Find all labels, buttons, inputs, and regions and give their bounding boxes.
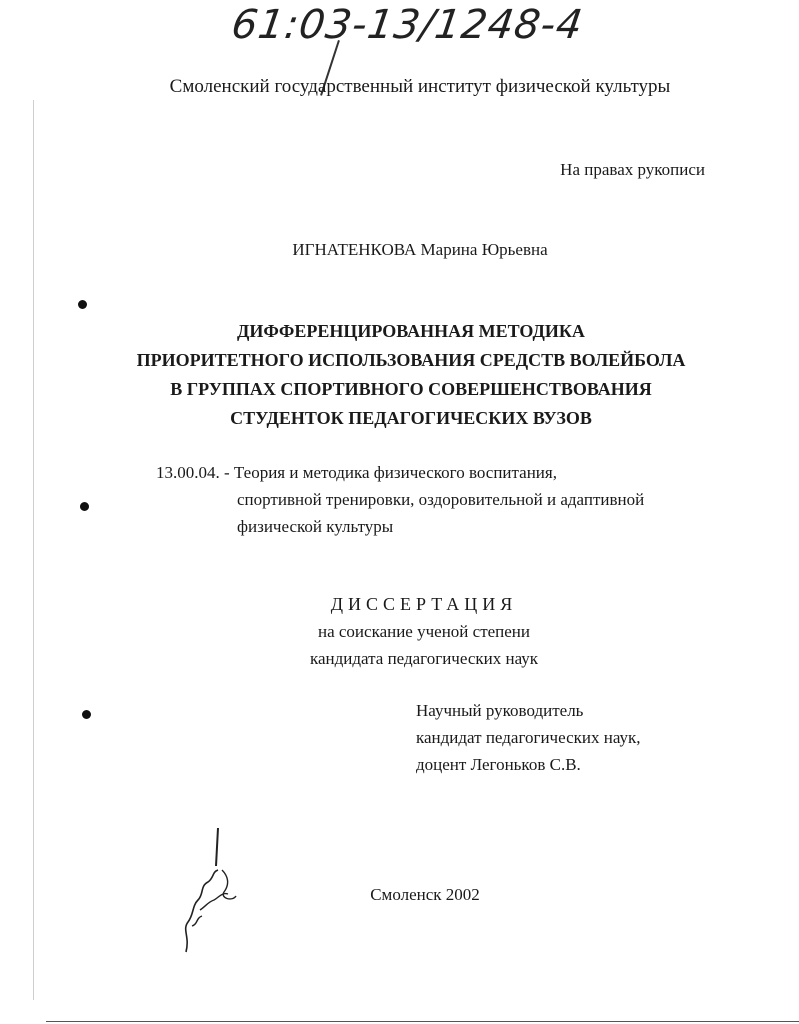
title-line: ПРИОРИТЕТНОГО ИСПОЛЬЗОВАНИЯ СРЕДСТВ ВОЛЕЙБОЛА [136, 350, 686, 370]
specialty-block [156, 459, 644, 540]
specialty-line: спортивной тренировки, оздоровительной и адаптивной [237, 490, 645, 509]
supervisor-label: Научный руководитель [416, 701, 584, 720]
supervisor-degree: кандидат педагогических наук, [416, 728, 641, 747]
handwritten-registry-number: 61:03-13/1248-4 [228, 2, 586, 48]
specialty-line: физической культуры [237, 517, 394, 536]
binding-hole-mark [82, 710, 91, 719]
degree-line: на соискание ученой степени [317, 622, 531, 641]
degree-line: кандидата педагогических наук [309, 649, 539, 668]
author-name: ИГНАТЕНКОВА Марина Юрьевна [292, 240, 548, 259]
title-line: ДИФФЕРЕНЦИРОВАННАЯ МЕТОДИКА [237, 321, 585, 341]
scan-bottom-edge [46, 1021, 799, 1022]
supervisor-block [416, 697, 641, 778]
specialty-code-line: 13.00.04. - Теория и методика физического воспитания, [156, 463, 557, 482]
dissertation-block [0, 591, 799, 672]
institute-name: Смоленский государственный институт физической культуры [169, 76, 671, 97]
manuscript-rights-note: На правах рукописи [560, 160, 705, 179]
title-line: В ГРУППАХ СПОРТИВНОГО СОВЕРШЕНСТВОВАНИЯ [170, 379, 652, 399]
binding-hole-mark [78, 300, 87, 309]
binding-hole-mark [80, 502, 89, 511]
supervisor-name: доцент Легоньков С.В. [416, 755, 581, 774]
dissertation-heading: ДИССЕРТАЦИЯ [330, 594, 518, 614]
title-line: СТУДЕНТОК ПЕДАГОГИЧЕСКИХ ВУЗОВ [230, 408, 592, 428]
city-year: Смоленск 2002 [370, 885, 480, 904]
scan-margin-line [33, 100, 34, 1000]
dissertation-title [0, 317, 799, 433]
